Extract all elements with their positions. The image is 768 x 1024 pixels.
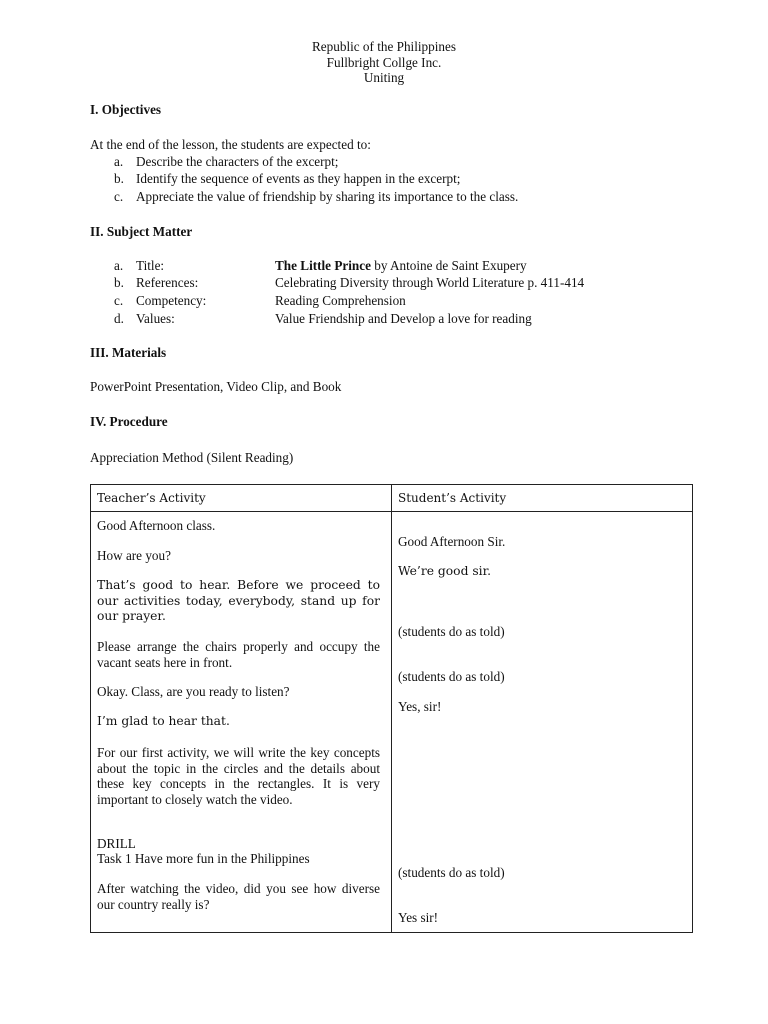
student-activity-header: Student’s Activity xyxy=(392,485,693,512)
subject-value: Reading Comprehension xyxy=(275,293,406,308)
objectives-intro: At the end of the lesson, the students are expected to: xyxy=(90,137,371,152)
objective-text: Identify the sequence of events as they happen in the excerpt; xyxy=(136,171,461,186)
materials-heading: III. Materials xyxy=(90,345,167,360)
subject-value: Value Friendship and Develop a love for reading xyxy=(275,311,532,326)
teacher-line: That’s good to hear. Before we proceed to our activities today, everybody, stand up for our prayer. xyxy=(97,578,380,623)
student-line: Yes, sir! xyxy=(398,699,442,714)
teacher-line: I’m glad to hear that. xyxy=(97,714,230,728)
teacher-line: Task 1 Have more fun in the Philippines xyxy=(97,851,310,866)
student-line: (students do as told) xyxy=(398,624,505,639)
subject-matter-heading: II. Subject Matter xyxy=(90,224,193,239)
subject-letter: c. xyxy=(114,293,124,308)
teacher-activity-cell xyxy=(91,512,392,933)
header-school: Fullbright Collge Inc. xyxy=(326,54,442,70)
book-title: The Little Prince xyxy=(275,258,371,273)
teacher-line: For our first activity, we will write the key concepts about the topic in the circles and the details about these key concepts in the rectangles. It is very important to closely watch the video. xyxy=(97,745,380,807)
document-header xyxy=(0,39,768,86)
subject-letter: a. xyxy=(114,258,124,273)
student-activity-cell xyxy=(392,512,693,933)
subject-value: Celebrating Diversity through World Literature p. 411-414 xyxy=(275,275,585,290)
objective-text: Describe the characters of the excerpt; xyxy=(136,154,339,169)
activity-table xyxy=(90,484,693,933)
teacher-line: DRILL xyxy=(97,836,136,851)
book-author: by Antoine de Saint Exupery xyxy=(370,258,527,273)
header-location: Uniting xyxy=(363,70,405,85)
teacher-line: Okay. Class, are you ready to listen? xyxy=(97,684,290,699)
student-line: We’re good sir. xyxy=(398,564,492,578)
objectives-heading: I. Objectives xyxy=(90,102,162,117)
materials-text: PowerPoint Presentation, Video Clip, and Book xyxy=(90,379,342,394)
subject-letter: d. xyxy=(114,311,124,326)
objective-letter: a. xyxy=(114,154,124,169)
subject-label: References: xyxy=(136,275,199,290)
teacher-line: Please arrange the chairs properly and occupy the vacant seats here in front. xyxy=(97,639,380,670)
subject-label: Values: xyxy=(136,311,175,326)
objective-letter: c. xyxy=(114,189,124,204)
teacher-line: Good Afternoon class. xyxy=(97,518,216,533)
objective-letter: b. xyxy=(114,171,124,186)
procedure-heading: IV. Procedure xyxy=(90,414,168,429)
teacher-activity-header: Teacher’s Activity xyxy=(91,485,392,512)
header-country: Republic of the Philippines xyxy=(312,39,456,54)
procedure-method: Appreciation Method (Silent Reading) xyxy=(90,450,294,465)
subject-label: Title: xyxy=(136,258,165,273)
student-line: (students do as told) xyxy=(398,669,505,684)
student-line: (students do as told) xyxy=(398,865,505,880)
table-row xyxy=(91,512,693,933)
student-line: Yes sir! xyxy=(398,910,439,925)
subject-letter: b. xyxy=(114,275,124,290)
subject-label: Competency: xyxy=(136,293,207,308)
student-line: Good Afternoon Sir. xyxy=(398,534,506,549)
table-header-row xyxy=(91,485,693,512)
teacher-line: After watching the video, did you see how diverse our country really is? xyxy=(97,881,380,912)
objective-text: Appreciate the value of friendship by sharing its importance to the class. xyxy=(136,189,519,204)
teacher-line: How are you? xyxy=(97,548,171,563)
subject-value xyxy=(275,258,527,274)
